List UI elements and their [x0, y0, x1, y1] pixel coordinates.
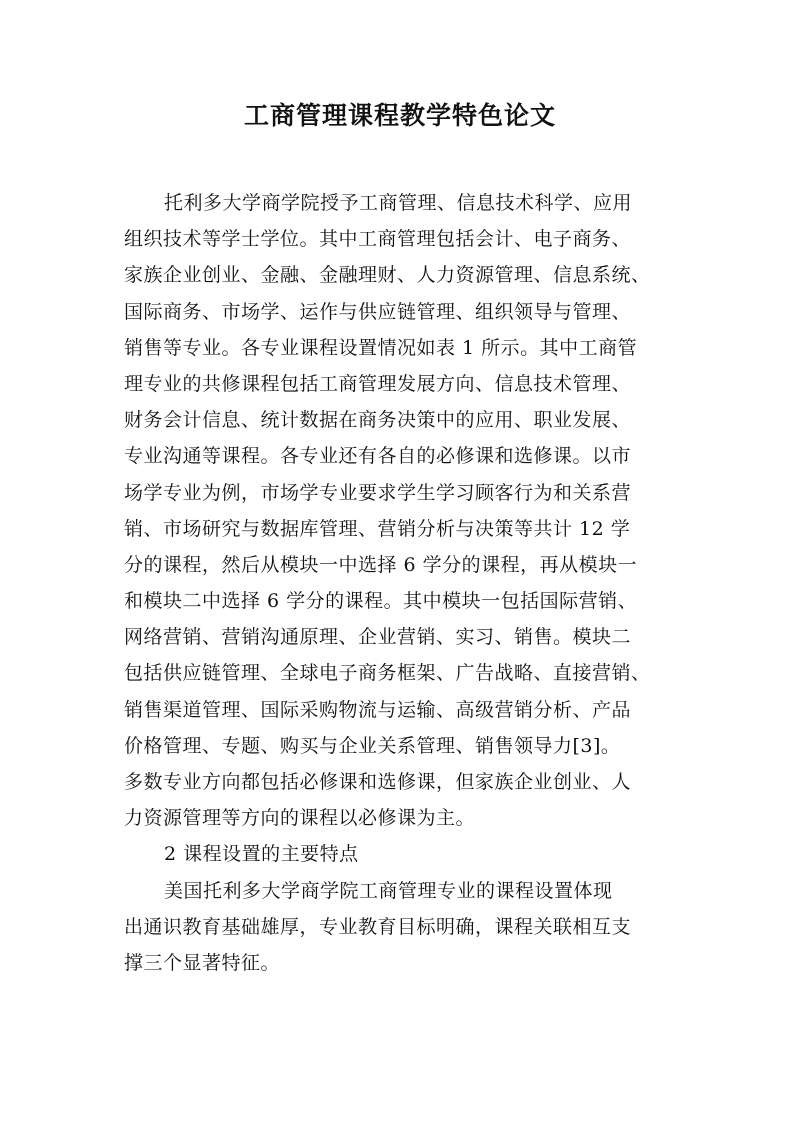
- paragraph-1-line-4: 国际商务、市场学、运作与供应链管理、组织领导与管理、: [124, 300, 632, 323]
- section-heading: 2 课程设置的主要特点: [164, 843, 359, 866]
- document-body: [124, 185, 684, 981]
- paragraph-1-line-6: 理专业的共修课程包括工商管理发展方向、信息技术管理、: [124, 372, 632, 395]
- paragraph-1-line-16: 价格管理、专题、购买与企业关系管理、销售领导力[3]。: [124, 734, 621, 757]
- paragraph-1-line-13: 网络营销、营销沟通原理、企业营销、实习、销售。模块二: [124, 626, 632, 649]
- paragraph-1-line-3: 家族企业创业、金融、金融理财、人力资源管理、信息系统、: [124, 264, 651, 287]
- paragraph-2-line-3: 撑三个显著特征。: [124, 951, 281, 974]
- paragraph-1-line-17: 多数专业方向都包括必修课和选修课，但家族企业创业、人: [124, 771, 632, 793]
- paragraph-1-line-9: 场学专业为例，市场学专业要求学生学习顾客行为和关系营: [124, 481, 632, 504]
- paragraph-1-line-11: 分的课程，然后从模块一中选择 6 学分的课程，再从模块一: [124, 553, 638, 576]
- paragraph-1-line-2: 组织技术等学士学位。其中工商管理包括会计、电子商务、: [124, 228, 632, 251]
- paragraph-2-line-1: 美国托利多大学商学院工商管理专业的课程设置体现: [164, 879, 613, 902]
- document-title: 工商管理课程教学特色论文: [243, 101, 556, 130]
- paragraph-2-line-2: 出通识教育基础雄厚，专业教育目标明确，课程关联相互支: [124, 915, 632, 938]
- paragraph-1-line-1: 托利多大学商学院授予工商管理、信息技术科学、应用: [164, 192, 633, 214]
- paragraph-1-line-10: 销、市场研究与数据库管理、营销分析与决策等共计 12 学: [124, 517, 631, 540]
- paragraph-1-line-15: 销售渠道管理、国际采购物流与运输、高级营销分析、产品: [124, 698, 632, 721]
- paragraph-1-line-7: 财务会计信息、统计数据在商务决策中的应用、职业发展、: [124, 409, 632, 432]
- paragraph-1-line-18: 力资源管理等方向的课程以必修课为主。: [124, 807, 476, 830]
- paragraph-1-line-14: 包括供应链管理、全球电子商务框架、广告战略、直接营销、: [124, 662, 651, 685]
- paragraph-1-line-12: 和模块二中选择 6 学分的课程。其中模块一包括国际营销、: [124, 590, 638, 613]
- paragraph-1-line-8: 专业沟通等课程。各专业还有各自的必修课和选修课。以市: [124, 445, 632, 468]
- paragraph-1-line-5: 销售等专业。各专业课程设置情况如表 1 所示。其中工商管: [124, 336, 638, 359]
